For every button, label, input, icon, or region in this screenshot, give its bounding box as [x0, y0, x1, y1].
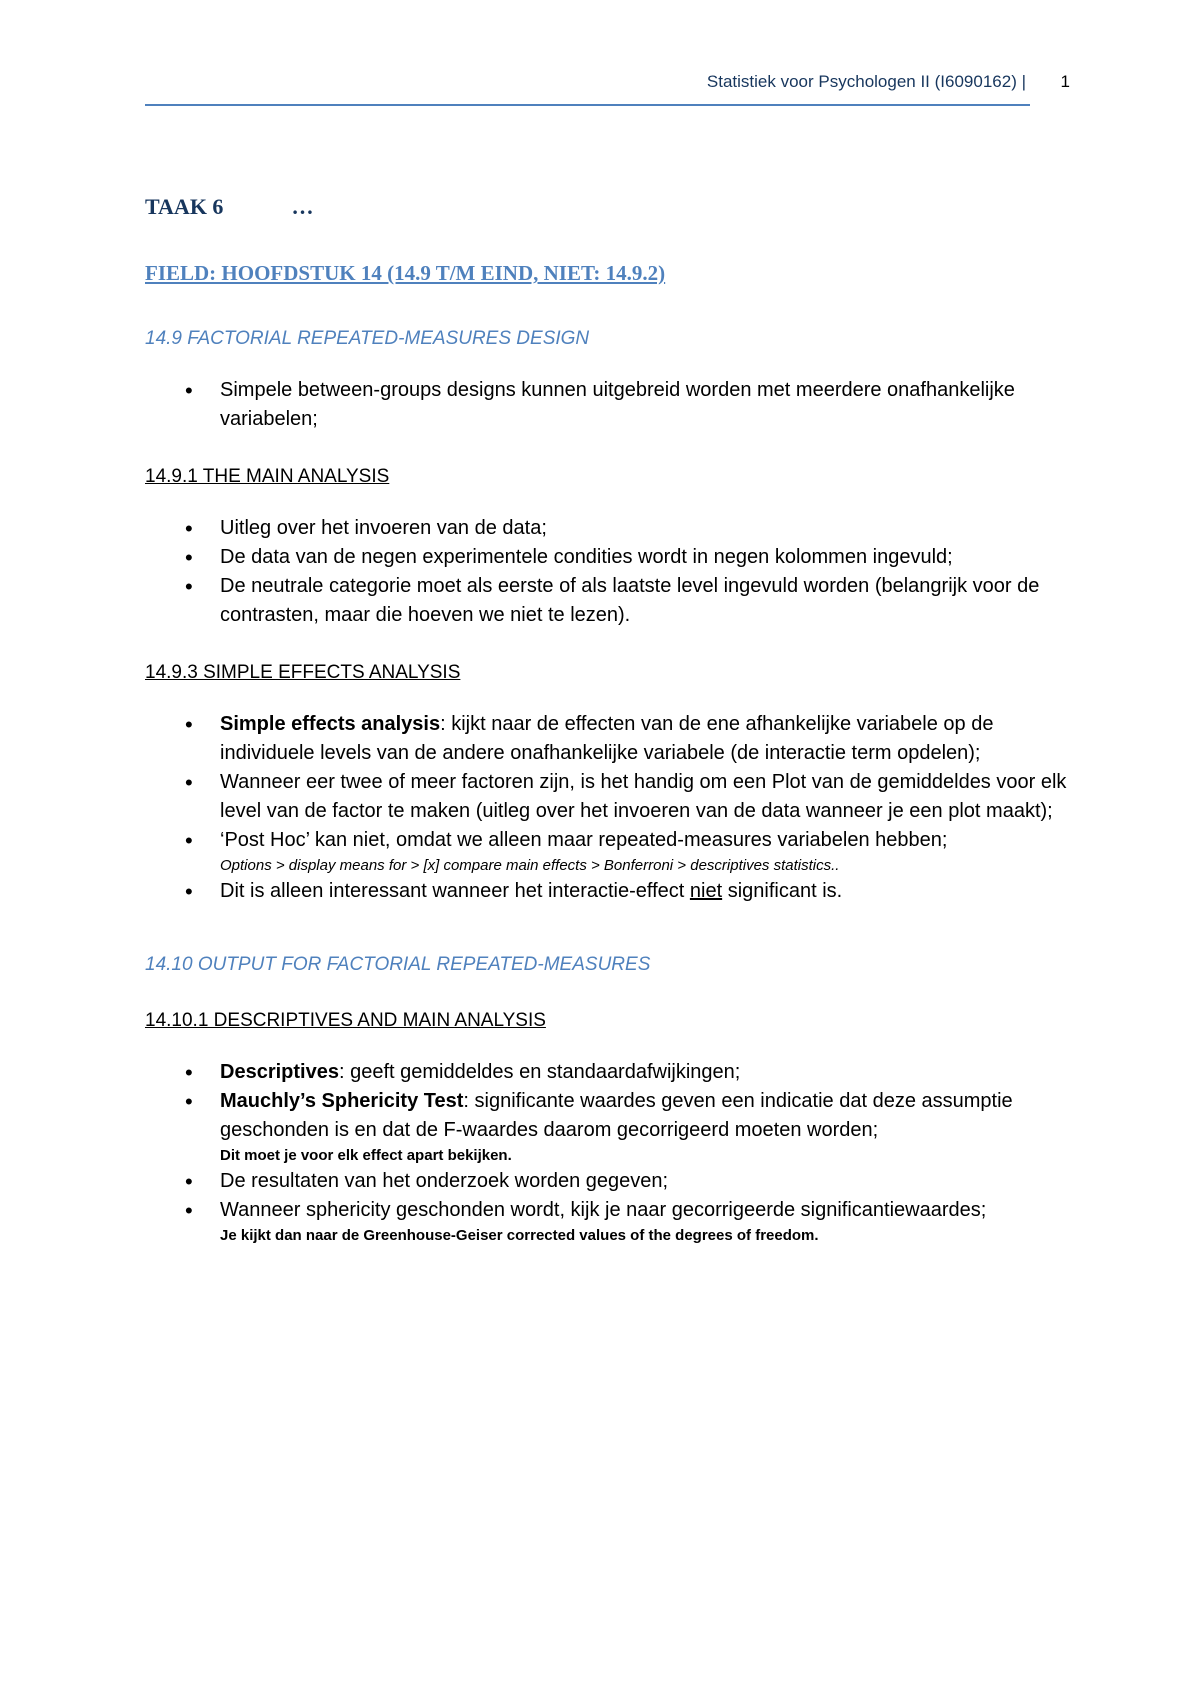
list-item — [145, 710, 1070, 768]
course-title: Statistiek voor Psychologen II (I6090162) | — [706, 72, 1026, 91]
term-descriptives: Descriptives — [220, 1061, 339, 1083]
list-item-text: significant is. — [722, 880, 843, 902]
underlined-word: niet — [689, 880, 723, 902]
options-note: Options > display means for > [x] compare main effects > Bonferroni > descriptives statistics.. — [220, 857, 840, 874]
list-item — [145, 826, 1070, 877]
list-item — [145, 1196, 1070, 1247]
subsection-title-14-9-3: 14.9.3 SIMPLE EFFECTS ANALYSIS — [145, 662, 461, 683]
list-item-text: : geeft gemiddeldes en standaardafwijkingen; — [338, 1061, 741, 1083]
effect-note: Dit moet je voor elk effect apart bekijken. — [220, 1147, 512, 1164]
list-item-text: ‘Post Hoc’ kan niet, omdat we alleen maar repeated-measures variabelen hebben; — [220, 829, 948, 851]
greenhouse-note: Je kijkt dan naar de Greenhouse-Geiser corrected values of the degrees of freedom. — [220, 1227, 819, 1244]
header-text — [707, 72, 1070, 92]
section-title-14-10: 14.10 OUTPUT FOR FACTORIAL REPEATED-MEASURES — [145, 954, 651, 975]
task-title-ellipsis: … — [291, 194, 314, 219]
page-number: 1 — [1060, 72, 1070, 91]
list-item: • De data van de negen experimentele condities wordt in negen kolommen ingevuld; — [145, 543, 1070, 572]
task-title-text: TAAK 6 — [145, 194, 224, 219]
bullet-list-14-9-1 — [145, 514, 1070, 630]
list-item: • Uitleg over het invoeren van de data; — [145, 514, 1070, 543]
section-title-14-9: 14.9 FACTORIAL REPEATED-MEASURES DESIGN — [145, 328, 590, 349]
list-item: • De neutrale categorie moet als eerste of als laatste level ingevuld worden (belangrijk voor de contrasten, maar die hoeven we niet te lezen). — [145, 572, 1070, 630]
list-item-text: : significante waardes geven een indicatie dat deze assumptie geschonden is en dat de F-waardes daarom gecorrigeerd moeten worden; — [220, 1090, 1013, 1141]
task-title — [145, 190, 1070, 224]
subsection-title-14-10-1: 14.10.1 DESCRIPTIVES AND MAIN ANALYSIS — [145, 1010, 546, 1031]
list-item — [145, 1058, 1070, 1087]
subsection-title-14-9-1: 14.9.1 THE MAIN ANALYSIS — [145, 466, 390, 487]
list-item — [145, 877, 1070, 906]
list-item — [145, 1087, 1070, 1167]
chapter-title: FIELD: HOOFDSTUK 14 (14.9 T/M EIND, NIET: 14.9.2) — [145, 261, 666, 285]
list-item: • De resultaten van het onderzoek worden gegeven; — [145, 1167, 1070, 1196]
list-item-text: Dit is alleen interessant wanneer het interactie-effect — [220, 880, 690, 902]
list-item: • Simpele between-groups designs kunnen uitgebreid worden met meerdere onafhankelijke variabelen; — [145, 376, 1070, 434]
list-item-text: Wanneer sphericity geschonden wordt, kijk je naar gecorrigeerde significantiewaardes; — [220, 1199, 987, 1221]
term-mauchly: Mauchly’s Sphericity Test — [220, 1090, 464, 1112]
term-simple-effects: Simple effects analysis — [220, 713, 441, 735]
header-divider — [145, 104, 1030, 106]
bullet-list-14-9 — [145, 376, 1070, 434]
list-item-text: : kijkt naar de effecten van de ene afhankelijke variabele op de individuele levels van de andere onafhankelijke variabele (de interactie term opdelen); — [220, 713, 994, 764]
page-header — [145, 66, 1070, 106]
document-body — [145, 180, 1070, 1247]
list-item: • Wanneer eer twee of meer factoren zijn, is het handig om een Plot van de gemiddeldes voor elk level van de factor te maken (uitleg over het invoeren van de data wanneer je een plot maakt); — [145, 768, 1070, 826]
bullet-list-14-9-3 — [145, 710, 1070, 906]
bullet-list-14-10-1 — [145, 1058, 1070, 1247]
